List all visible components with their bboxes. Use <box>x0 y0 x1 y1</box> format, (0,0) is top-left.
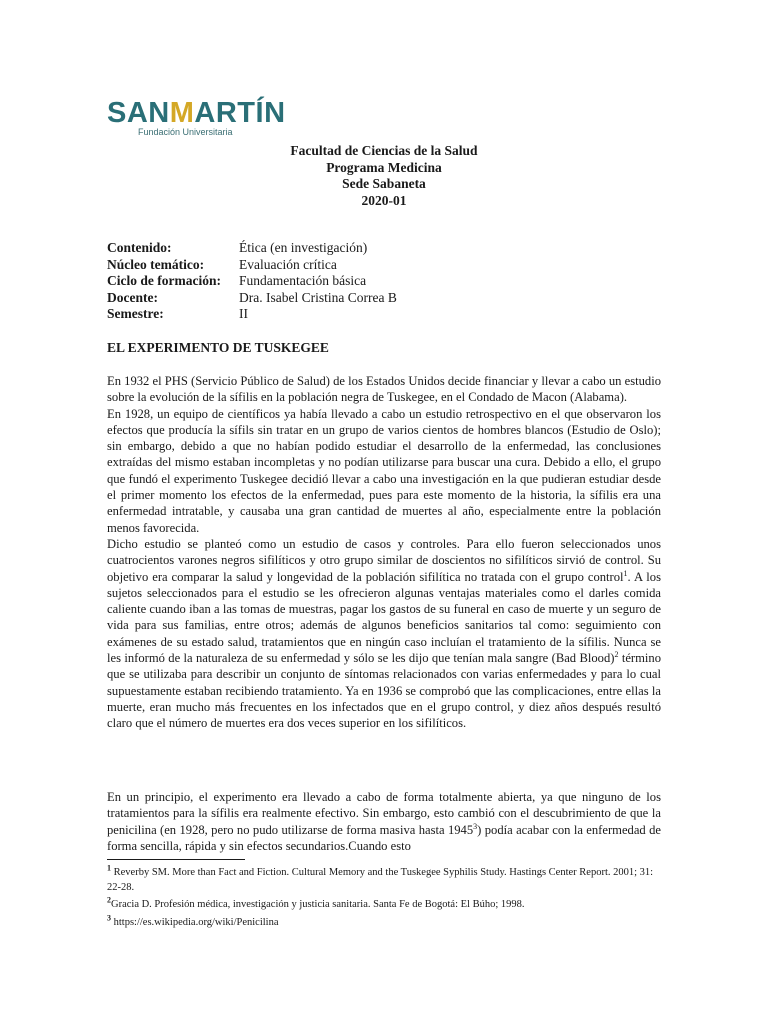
paragraph-penicillin: En un principio, el experimento era llevado a cabo de forma totalmente abierta, ya que ninguno de los tratamientos para la sífilis era realmente efectivo. Sin embargo, esto cambió con el descubrimiento de que la penicilina (en 1928, pero no pudo utilizarse de forma masiva hasta 1945$^3$) podía acabar con la enfermedad de forma sencilla, rápida y sin efectos secundarios.Cuando esto <box>107 790 661 853</box>
meta-label: Semestre: <box>107 306 164 321</box>
footnote-ref[interactable]: 2 <box>614 649 619 659</box>
document-header <box>0 143 768 209</box>
institution-logo <box>107 98 286 137</box>
logo-wordmark: SANMARTÍN <box>107 97 286 129</box>
meta-value: Fundamentación básica <box>239 273 367 288</box>
meta-value: II <box>239 306 248 321</box>
meta-row-semester <box>107 306 397 323</box>
footnote-ref[interactable]: 3 <box>473 821 478 831</box>
document-title: EL EXPERIMENTO DE TUSKEGEE <box>107 340 329 355</box>
footnote-item: $^1$ Reverby SM. More than Fact and Fiction. Cultural Memory and the Tuskegee Syphilis Study. Hastings Center Report. 2001; 31: 22-28. <box>107 863 654 893</box>
footnote-item: $^3$ https://es.wikipedia.org/wiki/Penicilina <box>107 913 279 928</box>
meta-label: Ciclo de formación: <box>107 273 221 288</box>
faculty-name: Facultad de Ciencias de la Salud <box>290 143 478 158</box>
paragraph-intro: En 1932 el PHS (Servicio Público de Salud) de los Estados Unidos decide financiar y llevar a cabo un estudio sobre la evolución de la sífilis en la población negra de Tuskegee, en el Condado de Macon (Alabama). <box>107 374 661 405</box>
meta-label: Contenido: <box>107 240 172 255</box>
meta-row-core <box>107 257 397 274</box>
academic-period: 2020-01 <box>361 192 407 208</box>
paragraph-study-design: Dicho estudio se planteó como un estudio de casos y controles. Para ello fueron seleccionados unos cuatrocientos varones negros sifilíticos y otro grupo similar de doscientos no sifilíticos sirvió de control. Su objetivo era comparar la salud y longevidad de la población sifilítica no tratada con el grupo control$^1$. A los sujetos seleccionados para el estudio se les ofrecieron algunas ventajas materiales como el darles comida caliente cuando iban a las tomas de muestras, pagar los gastos de su funeral en caso de muerte y un seguro de vida para sus familias, entre otros; además de algunos beneficios sanitarios tal como: seguimiento con exámenes de su estado salud, tratamientos que en ningún caso incluían el tratamiento de la sífilis. Nunca se les informó de la naturaleza de su enfermedad y sólo se les dijo que tenían mala sangre (Bad Blood)$^2$ término que se utilizaba para describir un conjunto de síntomas relacionados con varias enfermedades y para lo cual supuestamente estaban recibiendo tratamiento. Ya en 1936 se comprobó que las complicaciones, entre ellas la muerte, eran mucho más frecuentes en los infectados que en el grupo control, y diez años después resultó claro que el número de muertes era dos veces superior en los sifilíticos. <box>107 536 661 731</box>
campus-name: Sede Sabaneta <box>342 176 426 191</box>
meta-row-teacher <box>107 290 397 307</box>
meta-row-cycle <box>107 273 397 290</box>
meta-label: Docente: <box>107 289 158 305</box>
logo-subtitle: Fundación Universitaria <box>138 127 233 137</box>
paragraph-oslo-study: En 1928, un equipo de científicos ya había llevado a cabo un estudio retrospectivo en el que observaron los efectos que producía la sífils sin tratar en un grupo de varios cientos de hombres blancos (Estudio de Oslo); sin embargo, debido a que no habían podido estudiar el desarrollo de la enfermedad, las conclusiones extraídas del mismo estaban incompletas y no podían utilizarse para buscar una cura. Debido a ello, el grupo que fundó el experimento Tuskegee decidió llevar a cabo una investigación en la que pudieran estudiar desde el primer momento los efectos de la enfermedad, pues para este momento de la historia, la sífilis era una enfermedad intratable, y causaba una gran cantidad de muertes al año, especialmente entre la población menos favorecida. <box>107 406 661 535</box>
footnote-link[interactable]: https://es.wikipedia.org/wiki/Penicilina <box>113 916 279 928</box>
meta-value: Dra. Isabel Cristina Correa B <box>239 289 397 305</box>
program-name: Programa Medicina <box>326 159 442 175</box>
meta-label: Núcleo temático: <box>107 256 205 272</box>
meta-value: Evaluación crítica <box>239 256 337 272</box>
body-section-2 <box>107 789 661 854</box>
course-metadata <box>107 240 397 323</box>
meta-row-content <box>107 240 397 257</box>
footnote-item: $^2$Gracia D. Profesión médica, investigación y justicia sanitaria. Santa Fe de Bogotá: El Búho; 1998. <box>107 895 525 910</box>
footnote-divider <box>107 859 245 860</box>
footnotes <box>107 863 667 933</box>
body-section-1 <box>107 373 661 732</box>
meta-value: Ética (en investigación) <box>239 240 368 255</box>
footnote-ref[interactable]: 1 <box>623 568 628 578</box>
